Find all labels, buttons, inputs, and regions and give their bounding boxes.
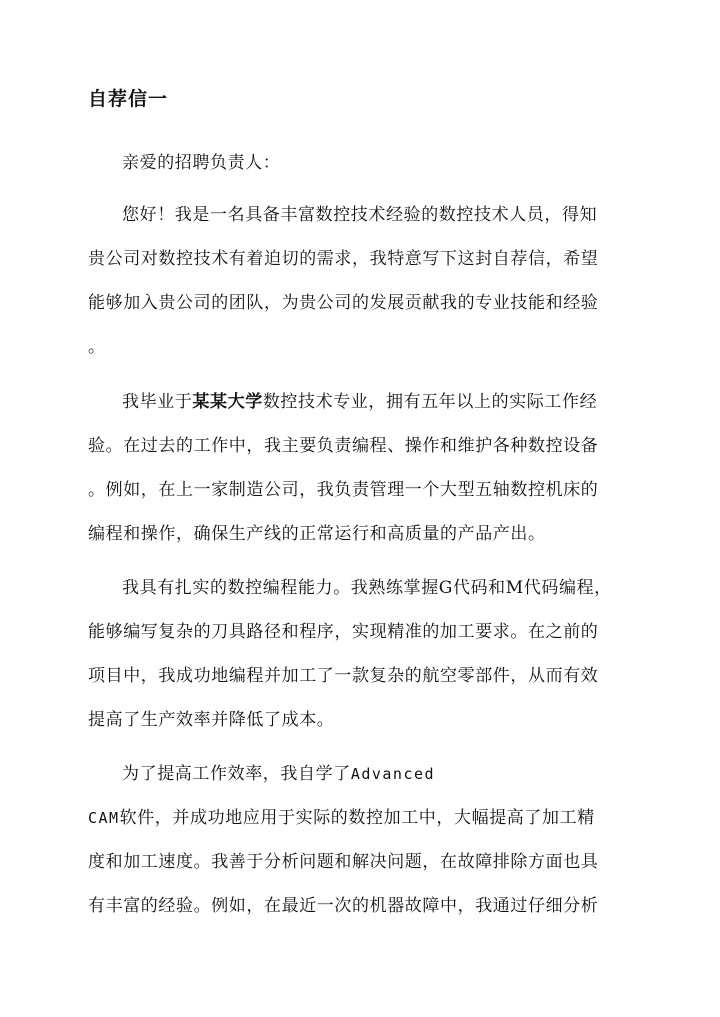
paragraph-3-line-1: 我具有扎实的数控编程能力。我熟练掌握G代码和M代码编程， [122,578,612,598]
salutation [88,141,640,185]
paragraph-3-line-2: 能够编写复杂的刀具路径和程序，实现精准的加工要求。在之前的 [88,622,599,642]
paragraph-4-line-2 [88,796,640,840]
paragraph-2-line-3: 。例如，在上一家制造公司，我负责管理一个大型五轴数控机床的 [88,480,599,500]
paragraph-4-line-3: 度和加工速度。我善于分析问题和解决问题，在故障排除方面也具 [88,852,599,872]
paragraph-1 [88,193,640,369]
salutation-text: 亲爱的招聘负责人： [122,153,281,173]
paragraph-1-line-2: 贵公司对数控技术有着迫切的需求，我特意写下这封自荐信，希望 [88,249,599,269]
paragraph-4-text-a: 为了提高工作效率，我自学了 [122,764,351,784]
paragraph-3-line-3: 项目中，我成功地编程并加工了一款复杂的航空零部件，从而有效 [88,666,599,686]
paragraph-4-text-b: 软件，并成功地应用于实际的数控加工中，大幅提高了加工精 [119,808,595,828]
cam-word: CAM [88,809,120,827]
paragraph-2-line-2: 验。在过去的工作中，我主要负责编程、操作和维护各种数控设备 [88,436,599,456]
paragraph-3-line-4: 提高了生产效率并降低了成本。 [88,710,335,730]
paragraph-2-line-4: 编程和操作，确保生产线的正常运行和高质量的产品产出。 [88,524,546,544]
paragraph-1-line-1: 您好！我是一名具备丰富数控技术经验的数控技术人员，得知 [122,205,598,225]
advanced-word: Advanced [350,765,436,783]
letter-title: 自荐信一 [88,88,169,110]
paragraph-4-line-4: 有丰富的经验。例如，在最近一次的机器故障中，我通过仔细分析 [88,896,599,916]
paragraph-3 [88,566,640,742]
paragraph-2-line-1 [88,380,640,424]
paragraph-1-line-4: 。 [88,337,106,357]
university-name: 某某大学 [192,392,263,412]
paragraph-2-text-a: 我毕业于 [122,392,193,412]
paragraph-4 [88,752,640,928]
paragraph-2-text-b: 数控技术专业，拥有五年以上的实际工作经 [262,392,598,412]
paragraph-4-line-1 [88,752,640,796]
paragraph-2 [88,380,640,556]
paragraph-1-line-3: 能够加入贵公司的团队，为贵公司的发展贡献我的专业技能和经验 [88,293,599,313]
